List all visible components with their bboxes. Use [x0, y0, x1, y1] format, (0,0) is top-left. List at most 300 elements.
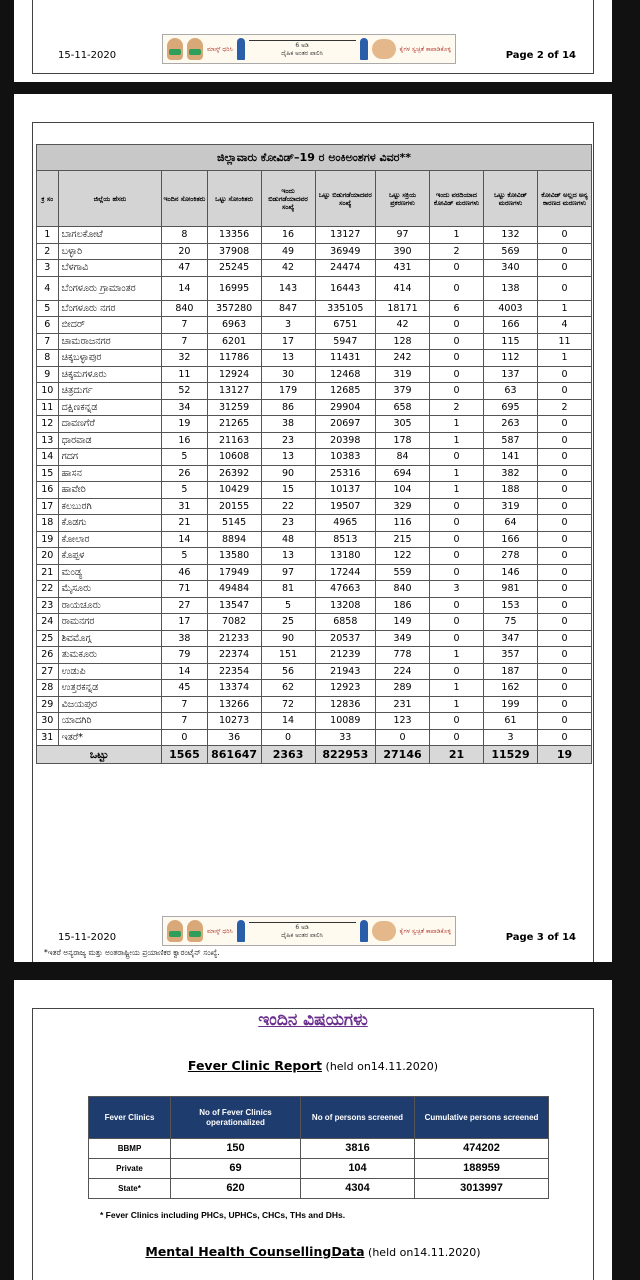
- table-cell: 64: [483, 515, 537, 532]
- table-cell: 0: [430, 597, 484, 614]
- district-name-cell: ಚಿಕ್ಕಮಗಳೂರು: [58, 366, 162, 383]
- table-row: [37, 647, 592, 664]
- table-cell: 7082: [207, 614, 261, 631]
- table-cell: 13: [261, 350, 315, 367]
- table-cell: 132: [483, 227, 537, 244]
- table-cell: 6201: [207, 333, 261, 350]
- table-cell: 13: [261, 548, 315, 565]
- table-cell: 10608: [207, 449, 261, 466]
- district-name-cell: ರಾಯಚೂರು: [58, 597, 162, 614]
- table-row: [37, 729, 592, 746]
- table-cell: 357: [483, 647, 537, 664]
- table-cell: 349: [376, 630, 430, 647]
- table-cell: 263: [483, 416, 537, 433]
- table-cell: 0: [537, 366, 591, 383]
- table-cell: 138: [483, 276, 537, 300]
- table-cell: 12836: [315, 696, 375, 713]
- table-cell: 0: [537, 276, 591, 300]
- fever-cell: 69: [171, 1159, 301, 1179]
- mental-health-heading: Mental Health CounsellingData (held on14.11.2020): [145, 1244, 481, 1259]
- person-icon: [360, 920, 368, 942]
- table-cell: 11431: [315, 350, 375, 367]
- table-cell: 0: [537, 482, 591, 499]
- table-cell: 778: [376, 647, 430, 664]
- safety-banner: [162, 916, 456, 946]
- table-cell: 179: [261, 383, 315, 400]
- table-cell: 52: [162, 383, 207, 400]
- column-header: ಕ್ರ ಸಂ: [37, 171, 59, 227]
- table-cell: 0: [430, 350, 484, 367]
- table-cell: 42: [376, 317, 430, 334]
- table-row: [37, 564, 592, 581]
- table-cell: 4: [537, 317, 591, 334]
- district-covid-table: [36, 144, 592, 764]
- table-cell: 357280: [207, 300, 261, 317]
- table-row: [37, 383, 592, 400]
- fever-column-header: Fever Clinics: [89, 1097, 171, 1139]
- table-cell: 0: [430, 317, 484, 334]
- table-cell: 840: [162, 300, 207, 317]
- table-cell: 840: [376, 581, 430, 598]
- table-cell: 47663: [315, 581, 375, 598]
- table-cell: 49484: [207, 581, 261, 598]
- table-cell: 28: [37, 680, 59, 697]
- total-cell: 11529: [483, 746, 537, 764]
- table-cell: 21233: [207, 630, 261, 647]
- column-header: ಇಂದಿನ ಸೋಂಕಿತರು: [162, 171, 207, 227]
- table-cell: 19: [37, 531, 59, 548]
- total-cell: 21: [430, 746, 484, 764]
- fever-clinic-table: [88, 1096, 549, 1199]
- person-icon: [237, 920, 245, 942]
- table-row: [37, 548, 592, 565]
- table-cell: 20: [162, 243, 207, 260]
- table-cell: 26392: [207, 465, 261, 482]
- table-cell: 10: [37, 383, 59, 400]
- table-cell: 16: [37, 482, 59, 499]
- table-cell: 0: [430, 548, 484, 565]
- table-cell: 62: [261, 680, 315, 697]
- table-cell: 20537: [315, 630, 375, 647]
- table-cell: 6963: [207, 317, 261, 334]
- table-cell: 13547: [207, 597, 261, 614]
- fever-cell: 3013997: [415, 1179, 549, 1199]
- table-cell: 13127: [207, 383, 261, 400]
- district-name-cell: ಉತ್ತರಕನ್ನಡ: [58, 680, 162, 697]
- table-cell: 1: [537, 300, 591, 317]
- table-cell: 22374: [207, 647, 261, 664]
- table-cell: 0: [430, 383, 484, 400]
- table-cell: 0: [537, 630, 591, 647]
- table-cell: 390: [376, 243, 430, 260]
- table-cell: 0: [430, 515, 484, 532]
- fever-cell: 150: [171, 1139, 301, 1159]
- table-cell: 8: [37, 350, 59, 367]
- today-topics-heading: ಇಂದಿನ ವಿಷಯಗಳು: [258, 1010, 368, 1030]
- table-cell: 22: [261, 498, 315, 515]
- fever-cell: 104: [301, 1159, 415, 1179]
- table-cell: 128: [376, 333, 430, 350]
- table-cell: 12685: [315, 383, 375, 400]
- table-cell: 14: [162, 663, 207, 680]
- table-cell: 16995: [207, 276, 261, 300]
- table-cell: 0: [537, 449, 591, 466]
- table-row: [37, 276, 592, 300]
- table-cell: 61: [483, 713, 537, 730]
- table-cell: 27: [37, 663, 59, 680]
- table-cell: 30: [37, 713, 59, 730]
- district-name-cell: ಕೊಡಗು: [58, 515, 162, 532]
- table-cell: 22: [37, 581, 59, 598]
- table-cell: 379: [376, 383, 430, 400]
- table-cell: 1: [430, 696, 484, 713]
- table-header-row: [37, 171, 592, 227]
- table-cell: 4003: [483, 300, 537, 317]
- total-cell: 822953: [315, 746, 375, 764]
- table-cell: 13: [261, 449, 315, 466]
- table-cell: 11786: [207, 350, 261, 367]
- table-cell: 21943: [315, 663, 375, 680]
- fever-row: [89, 1139, 549, 1159]
- table-cell: 1: [430, 227, 484, 244]
- table-cell: 25: [37, 630, 59, 647]
- table-cell: 13208: [315, 597, 375, 614]
- table-cell: 2: [430, 399, 484, 416]
- fever-header-row: [89, 1097, 549, 1139]
- table-cell: 1: [37, 227, 59, 244]
- masked-face-icon: [187, 920, 203, 942]
- table-cell: 7: [37, 333, 59, 350]
- table-cell: 559: [376, 564, 430, 581]
- table-cell: 8513: [315, 531, 375, 548]
- table-cell: 13266: [207, 696, 261, 713]
- table-row: [37, 416, 592, 433]
- footer-date: 15-11-2020: [58, 932, 117, 943]
- district-name-cell: ಬಳ್ಳಾರಿ: [58, 243, 162, 260]
- total-row: [37, 746, 592, 764]
- table-cell: 25316: [315, 465, 375, 482]
- table-cell: 20398: [315, 432, 375, 449]
- table-cell: 23: [261, 515, 315, 532]
- masked-face-icon: [167, 38, 183, 60]
- page-footer: [14, 30, 612, 72]
- district-name-cell: ಮಂಡ್ಯ: [58, 564, 162, 581]
- table-row: [37, 260, 592, 277]
- table-cell: 0: [430, 276, 484, 300]
- table-cell: 0: [430, 630, 484, 647]
- table-cell: 231: [376, 696, 430, 713]
- fever-footnote: * Fever Clinics including PHCs, UPHCs, CHCs, THs and DHs.: [100, 1210, 346, 1220]
- table-cell: 19507: [315, 498, 375, 515]
- table-cell: 11: [37, 399, 59, 416]
- total-cell: 19: [537, 746, 591, 764]
- total-cell: 2363: [261, 746, 315, 764]
- table-cell: 21: [37, 564, 59, 581]
- table-cell: 0: [537, 548, 591, 565]
- table-cell: 10273: [207, 713, 261, 730]
- table-cell: 153: [483, 597, 537, 614]
- table-cell: 11: [162, 366, 207, 383]
- fever-column-header: No of Fever Clinics operationalized: [171, 1097, 301, 1139]
- table-cell: 14: [162, 531, 207, 548]
- table-cell: 112: [483, 350, 537, 367]
- table-cell: 382: [483, 465, 537, 482]
- table-cell: 215: [376, 531, 430, 548]
- table-cell: 0: [537, 696, 591, 713]
- table-cell: 79: [162, 647, 207, 664]
- district-name-cell: ಕೋಲಾರ: [58, 531, 162, 548]
- page-4-fragment: [14, 980, 612, 1280]
- table-cell: 186: [376, 597, 430, 614]
- table-cell: 3: [37, 260, 59, 277]
- district-name-cell: ಬೆಂಗಳೂರು ನಗರ: [58, 300, 162, 317]
- table-cell: 340: [483, 260, 537, 277]
- district-name-cell: ಕೊಪ್ಪಳ: [58, 548, 162, 565]
- table-cell: 2: [430, 243, 484, 260]
- table-cell: 1: [430, 465, 484, 482]
- total-cell: 27146: [376, 746, 430, 764]
- table-cell: 32: [162, 350, 207, 367]
- table-cell: 86: [261, 399, 315, 416]
- masked-face-icon: [187, 38, 203, 60]
- banner-mask-text: ಮಾಸ್ಕ್ ಧರಿಸಿ: [207, 927, 233, 935]
- column-header: ಇಂದು ಬಿಡುಗಡೆಯಾದವರ ಸಂಖ್ಯೆ: [261, 171, 315, 227]
- table-cell: 151: [261, 647, 315, 664]
- table-cell: 29: [37, 696, 59, 713]
- table-cell: 34: [162, 399, 207, 416]
- table-cell: 162: [483, 680, 537, 697]
- table-row: [37, 614, 592, 631]
- table-cell: 0: [537, 227, 591, 244]
- table-cell: 0: [537, 498, 591, 515]
- district-name-cell: ಬೀದರ್: [58, 317, 162, 334]
- table-cell: 21239: [315, 647, 375, 664]
- page-number: Page 2 of 14: [505, 50, 576, 61]
- table-cell: 72: [261, 696, 315, 713]
- fever-cell: 3816: [301, 1139, 415, 1159]
- table-cell: 84: [376, 449, 430, 466]
- table-cell: 0: [162, 729, 207, 746]
- table-cell: 13374: [207, 680, 261, 697]
- table-cell: 19: [162, 416, 207, 433]
- table-cell: 16: [261, 227, 315, 244]
- table-cell: 7: [162, 333, 207, 350]
- table-cell: 0: [430, 564, 484, 581]
- table-cell: 305: [376, 416, 430, 433]
- table-cell: 329: [376, 498, 430, 515]
- table-cell: 3: [483, 729, 537, 746]
- table-cell: 0: [430, 614, 484, 631]
- table-cell: 1: [430, 416, 484, 433]
- table-cell: 0: [430, 449, 484, 466]
- page-3: [14, 94, 612, 962]
- district-name-cell: ವಿಜಯಪುರ: [58, 696, 162, 713]
- district-name-cell: ಧಾರವಾಡ: [58, 432, 162, 449]
- table-row: [37, 597, 592, 614]
- table-cell: 0: [430, 498, 484, 515]
- table-cell: 15: [37, 465, 59, 482]
- table-cell: 347: [483, 630, 537, 647]
- fever-row: [89, 1179, 549, 1199]
- table-cell: 0: [537, 647, 591, 664]
- table-cell: 14: [162, 276, 207, 300]
- page-2-fragment: [14, 0, 612, 82]
- table-cell: 0: [430, 713, 484, 730]
- handwash-icon: [372, 39, 396, 59]
- banner-mask-text: ಮಾಸ್ಕ್ ಧರಿಸಿ: [207, 45, 233, 53]
- table-cell: 0: [537, 581, 591, 598]
- table-cell: 47: [162, 260, 207, 277]
- district-name-cell: ದಕ್ಷಿಣಕನ್ನಡ: [58, 399, 162, 416]
- fever-table-body: [89, 1139, 549, 1199]
- masked-face-icon: [167, 920, 183, 942]
- table-cell: 26: [162, 465, 207, 482]
- table-cell: 1: [430, 680, 484, 697]
- fever-cell: 4304: [301, 1179, 415, 1199]
- district-name-cell: ಕಲಬುರಗಿ: [58, 498, 162, 515]
- column-header: ಜಿಲ್ಲೆಯ ಹೆಸರು: [58, 171, 162, 227]
- table-cell: 224: [376, 663, 430, 680]
- table-cell: 17: [261, 333, 315, 350]
- table-cell: 20: [37, 548, 59, 565]
- table-cell: 23: [261, 432, 315, 449]
- table-cell: 289: [376, 680, 430, 697]
- district-name-cell: ತುಮಕೂರು: [58, 647, 162, 664]
- table-row: [37, 531, 592, 548]
- table-cell: 0: [537, 597, 591, 614]
- table-cell: 56: [261, 663, 315, 680]
- table-cell: 13180: [315, 548, 375, 565]
- table-title: ಜಿಲ್ಲಾವಾರು ಕೋವಿಡ್–19 ರ ಅಂಕಿಅಂಶಗಳ ವಿವರ**: [37, 145, 592, 171]
- table-row: [37, 680, 592, 697]
- table-cell: 12924: [207, 366, 261, 383]
- fever-cell: Private: [89, 1159, 171, 1179]
- table-cell: 23: [37, 597, 59, 614]
- table-cell: 31: [162, 498, 207, 515]
- table-cell: 21265: [207, 416, 261, 433]
- table-cell: 319: [483, 498, 537, 515]
- table-cell: 8894: [207, 531, 261, 548]
- table-cell: 0: [430, 260, 484, 277]
- column-header: ಒಟ್ಟು ಸಕ್ರಿಯ ಪ್ರಕರಣಗಳು: [376, 171, 430, 227]
- person-icon: [237, 38, 245, 60]
- table-row: [37, 366, 592, 383]
- district-name-cell: ಹಾವೇರಿ: [58, 482, 162, 499]
- table-cell: 431: [376, 260, 430, 277]
- table-cell: 981: [483, 581, 537, 598]
- table-cell: 90: [261, 630, 315, 647]
- table-cell: 13127: [315, 227, 375, 244]
- table-cell: 122: [376, 548, 430, 565]
- district-name-cell: ಯಾದಗಿರಿ: [58, 713, 162, 730]
- table-cell: 123: [376, 713, 430, 730]
- table-cell: 146: [483, 564, 537, 581]
- table-cell: 17949: [207, 564, 261, 581]
- table-cell: 17244: [315, 564, 375, 581]
- table-row: [37, 713, 592, 730]
- table-cell: 115: [483, 333, 537, 350]
- table-cell: 9: [37, 366, 59, 383]
- table-cell: 188: [483, 482, 537, 499]
- table-cell: 6: [430, 300, 484, 317]
- table-cell: 4: [37, 276, 59, 300]
- table-cell: 13580: [207, 548, 261, 565]
- table-cell: 319: [376, 366, 430, 383]
- fever-column-header: Cumulative persons screened: [415, 1097, 549, 1139]
- table-cell: 12468: [315, 366, 375, 383]
- page-number: Page 3 of 14: [505, 932, 576, 943]
- table-cell: 0: [430, 663, 484, 680]
- table-cell: 0: [537, 383, 591, 400]
- table-cell: 242: [376, 350, 430, 367]
- table-cell: 0: [537, 614, 591, 631]
- table-row: [37, 243, 592, 260]
- district-name-cell: ಉಡುಪಿ: [58, 663, 162, 680]
- table-cell: 166: [483, 531, 537, 548]
- table-cell: 0: [537, 432, 591, 449]
- table-cell: 1: [537, 350, 591, 367]
- table-cell: 24: [37, 614, 59, 631]
- table-cell: 0: [537, 564, 591, 581]
- table-row: [37, 227, 592, 244]
- district-name-cell: ರಾಮನಗರ: [58, 614, 162, 631]
- table-cell: 847: [261, 300, 315, 317]
- table-cell: 3: [261, 317, 315, 334]
- table-cell: 116: [376, 515, 430, 532]
- table-cell: 1: [430, 482, 484, 499]
- table-cell: 42: [261, 260, 315, 277]
- table-cell: 569: [483, 243, 537, 260]
- column-header: ಒಟ್ಟು ಸೋಂಕಿತರು: [207, 171, 261, 227]
- table-cell: 15: [261, 482, 315, 499]
- table-cell: 5: [37, 300, 59, 317]
- district-name-cell: ಚಿಕ್ಕಬಳ್ಳಾಪುರ: [58, 350, 162, 367]
- table-cell: 26: [37, 647, 59, 664]
- table-cell: 49: [261, 243, 315, 260]
- table-row: [37, 696, 592, 713]
- person-icon: [360, 38, 368, 60]
- table-cell: 71: [162, 581, 207, 598]
- table-cell: 27: [162, 597, 207, 614]
- table-row: [37, 515, 592, 532]
- table-cell: 0: [430, 729, 484, 746]
- table-cell: 0: [537, 243, 591, 260]
- table-cell: 143: [261, 276, 315, 300]
- fever-cell: 474202: [415, 1139, 549, 1159]
- table-row: [37, 663, 592, 680]
- column-header: ಒಟ್ಟು ಬಿಡುಗಡೆಯಾದವರ ಸಂಖ್ಯೆ: [315, 171, 375, 227]
- table-cell: 33: [315, 729, 375, 746]
- table-cell: 13: [37, 432, 59, 449]
- fever-column-header: No of persons screened: [301, 1097, 415, 1139]
- district-name-cell: ಬಾಗಲಕೋಟೆ: [58, 227, 162, 244]
- table-cell: 5: [261, 597, 315, 614]
- table-cell: 10429: [207, 482, 261, 499]
- table-cell: 38: [162, 630, 207, 647]
- table-cell: 36949: [315, 243, 375, 260]
- total-cell: ಒಟ್ಟು: [37, 746, 162, 764]
- district-name-cell: ಮೈಸೂರು: [58, 581, 162, 598]
- table-cell: 16443: [315, 276, 375, 300]
- table-cell: 25: [261, 614, 315, 631]
- district-name-cell: ದಾವಣಗೆರೆ: [58, 416, 162, 433]
- table-row: [37, 350, 592, 367]
- table-cell: 31259: [207, 399, 261, 416]
- table-cell: 5: [162, 482, 207, 499]
- distance-arrow: 6 ಅಡಿ ದೈಹಿಕ ಅಂತರ ಪಾಲಿಸಿ: [249, 40, 356, 58]
- table-cell: 187: [483, 663, 537, 680]
- table-cell: 2: [537, 399, 591, 416]
